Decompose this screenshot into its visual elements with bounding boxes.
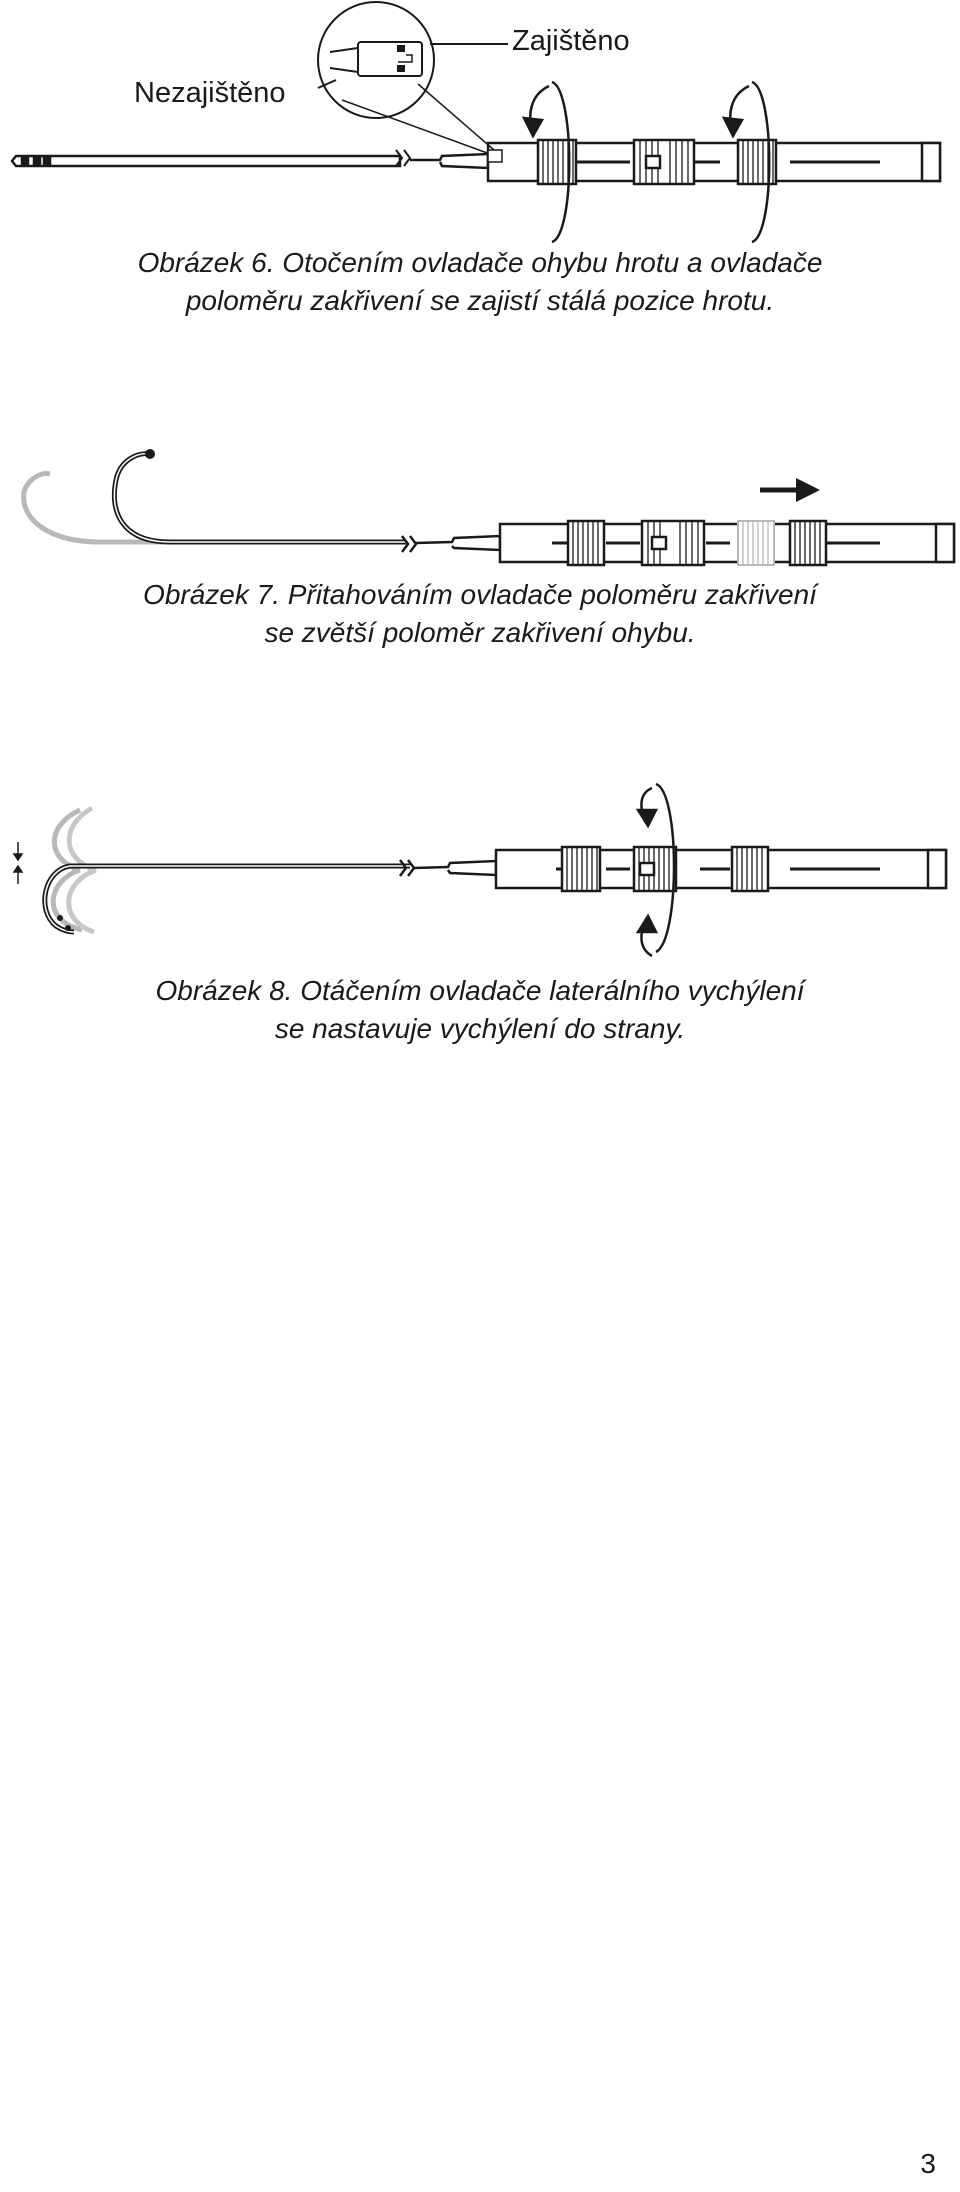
unlocked-label: Nezajištěno (134, 77, 286, 109)
handle-endcap (936, 524, 954, 562)
figure-8-caption (0, 972, 960, 1048)
curve-radius-knob (732, 847, 768, 891)
catheter-tip (12, 156, 400, 166)
tip-electrode (34, 158, 40, 164)
figure-7-caption (0, 576, 960, 652)
caption-line: Obrázek 8. Otáčením ovladače laterálního vychýlení (155, 975, 805, 1006)
strain-relief (410, 154, 488, 168)
ghost-deflected-tip (69, 808, 96, 870)
tip-deflection-knob (562, 847, 600, 891)
lateral-deflection-knob (634, 140, 694, 184)
caption-line: poloměru zakřivení se zajistí stálá pozice hrotu. (185, 285, 775, 316)
figure-7 (0, 430, 960, 670)
lateral-deflection-knob (642, 521, 704, 565)
page-number: 3 (920, 2148, 936, 2179)
ghost-curved-tip (24, 474, 406, 542)
strain-relief (416, 536, 500, 550)
strain-relief (414, 861, 496, 875)
curved-tip (114, 454, 406, 542)
caption-line: se zvětší poloměr zakřivení ohybu. (264, 617, 696, 648)
figure-6-caption (0, 244, 960, 320)
handle-endcap (922, 143, 940, 181)
caption-line: se nastavuje vychýlení do strany. (274, 1013, 686, 1044)
figure-8 (0, 770, 960, 1070)
ghost-knob (738, 521, 774, 565)
figure-6 (0, 0, 960, 330)
deflection-arrows (14, 842, 22, 884)
locked-label: Zajištěno (512, 25, 630, 57)
tip-electrode (44, 158, 50, 164)
right-arrow-icon (760, 478, 820, 502)
caption-line: Obrázek 6. Otočením ovladače ohybu hrotu a ovladače (137, 247, 823, 278)
tip-deflection-knob (568, 521, 604, 565)
handle-endcap (928, 850, 946, 888)
tip-electrode (145, 449, 155, 459)
caption-line: Obrázek 7. Přitahováním ovladače poloměru zakřivení (143, 579, 817, 610)
lateral-deflection-knob (634, 847, 676, 891)
deflected-tip (45, 866, 410, 932)
tip-electrode (22, 158, 28, 164)
curve-radius-knob (790, 521, 826, 565)
